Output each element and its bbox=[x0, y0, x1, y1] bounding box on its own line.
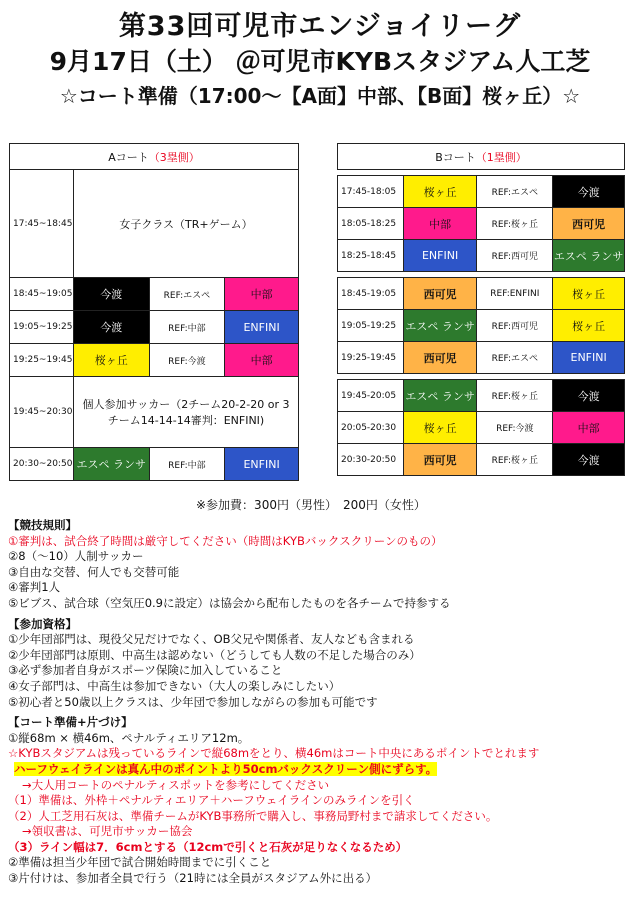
prep-item: →領収書は、可児市サッカー協会 bbox=[22, 824, 193, 839]
referee-cell: REF:中部 bbox=[149, 448, 225, 481]
court-b-header bbox=[338, 144, 625, 170]
referee-cell: REF:今渡 bbox=[477, 412, 553, 444]
court-b-row bbox=[338, 278, 625, 310]
team-cell: 西可児 bbox=[553, 208, 625, 240]
court-a-table bbox=[9, 143, 299, 481]
team-cell: 中部 bbox=[225, 278, 299, 311]
team-cell: ENFINI bbox=[553, 342, 625, 374]
team-cell: エスペ ランサ bbox=[553, 240, 625, 272]
time-cell: 19:45-20:05 bbox=[338, 380, 404, 412]
referee-cell: REF:桜ヶ丘 bbox=[477, 444, 553, 476]
court-a-row bbox=[10, 170, 299, 278]
date-venue: 9月17日（土） ＠可児市KYBスタジアム人工芝 bbox=[49, 47, 591, 76]
team-cell: ENFINI bbox=[225, 311, 299, 344]
participation-fee: ※参加費：300円（男性） 200円（女性） bbox=[196, 498, 426, 512]
prep-heading: 【コート準備+片づけ】 bbox=[8, 715, 133, 730]
referee-cell: REF:西可児 bbox=[477, 240, 553, 272]
rule-item: ②8（～10）人制サッカー bbox=[8, 549, 144, 564]
court-b-title: Bコート bbox=[435, 150, 476, 164]
team-cell: 中部 bbox=[403, 208, 477, 240]
referee-cell: REF:ENFINI bbox=[477, 278, 553, 310]
team-cell: 今渡 bbox=[73, 278, 149, 311]
court-a-row bbox=[10, 278, 299, 311]
eligibility-item: ③必ず参加者自身がスポーツ保険に加入していること bbox=[8, 663, 283, 678]
referee-cell: REF:西可児 bbox=[477, 310, 553, 342]
time-cell: 19:05-19:25 bbox=[338, 310, 404, 342]
court-prep-note: ☆コート準備（17:00～【A面】中部、【B面】桜ヶ丘）☆ bbox=[59, 84, 581, 108]
court-b-table bbox=[337, 143, 625, 476]
team-cell: 今渡 bbox=[553, 176, 625, 208]
time-cell: 18:25-18:45 bbox=[338, 240, 404, 272]
team-cell: 桜ヶ丘 bbox=[403, 412, 477, 444]
time-cell: 19:05~19:25 bbox=[10, 311, 74, 344]
court-b-row bbox=[338, 342, 625, 374]
prep-item: ②準備は担当少年団で試合開始時間までに引くこと bbox=[8, 855, 272, 870]
court-b-row bbox=[338, 208, 625, 240]
time-cell: 18:45~19:05 bbox=[10, 278, 74, 311]
team-cell: 桜ヶ丘 bbox=[553, 278, 625, 310]
referee-cell: REF:エスペ bbox=[477, 342, 553, 374]
rule-item: ③自由な交替、何人でも交替可能 bbox=[8, 564, 180, 579]
prep-item: ☆KYBスタジアムは残っているラインで縦68mをとり、横46mはコート中央にあるポイントでとれます bbox=[8, 746, 540, 761]
prep-item: （1）準備は、外枠＋ペナルティエリア＋ハーフウェイラインのみラインを引く bbox=[8, 793, 415, 808]
team-cell: ENFINI bbox=[225, 448, 299, 481]
team-cell: エスペ ランサ bbox=[403, 310, 477, 342]
referee-cell: REF:今渡 bbox=[149, 344, 225, 377]
page-title: 第33回可児市エンジョイリーグ bbox=[118, 11, 522, 42]
prep-item bbox=[8, 762, 636, 778]
special-event-cell: 個人参加サッカー（2チーム20-2-20 or 3チーム14-14-14審判：ENFINI) bbox=[73, 377, 298, 448]
court-b-row bbox=[338, 176, 625, 208]
team-cell: エスペ ランサ bbox=[73, 448, 149, 481]
prep-item: （2）人工芝用石灰は、準備チームがKYB事務所で購入し、事務局野村まで請求してください。 bbox=[8, 808, 498, 823]
team-cell: 西可児 bbox=[403, 342, 477, 374]
team-cell: 桜ヶ丘 bbox=[73, 344, 149, 377]
time-cell: 17:45~18:45 bbox=[10, 170, 74, 278]
time-cell: 20:05-20:30 bbox=[338, 412, 404, 444]
court-a-row bbox=[10, 344, 299, 377]
eligibility-item: ①少年団部門は、現役父兄だけでなく、OB父兄や関係者、友人なども含まれる bbox=[8, 632, 415, 647]
team-cell: ENFINI bbox=[403, 240, 477, 272]
team-cell: 桜ヶ丘 bbox=[403, 176, 477, 208]
court-b-row bbox=[338, 412, 625, 444]
team-cell: 中部 bbox=[553, 412, 625, 444]
time-cell: 19:25-19:45 bbox=[338, 342, 404, 374]
court-a-row bbox=[10, 377, 299, 448]
prep-item: →大人用コートのペナルティスポットを参考にしてください bbox=[22, 777, 330, 792]
prep-item: ①縦68m × 横46m、ペナルティエリア12m。 bbox=[8, 730, 250, 745]
prep-item: ③片付けは、参加者全員で行う（21時には全員がスタジアム外に出る） bbox=[8, 871, 378, 886]
team-cell: エスペ ランサ bbox=[403, 380, 477, 412]
eligibility-item: ④女子部門は、中高生は参加できない（大人の楽しみにしたい） bbox=[8, 678, 341, 693]
court-b-row bbox=[338, 310, 625, 342]
court-a-header-row bbox=[10, 144, 299, 170]
time-cell: 20:30~20:50 bbox=[10, 448, 74, 481]
court-b-row bbox=[338, 444, 625, 476]
referee-cell: REF:エスペ bbox=[149, 278, 225, 311]
team-cell: 中部 bbox=[225, 344, 299, 377]
rule-item: ①審判は、試合終了時間は厳守してください（時間はKYBバックスクリーンのもの） bbox=[8, 533, 443, 548]
time-cell: 19:25~19:45 bbox=[10, 344, 74, 377]
court-a-title: Aコート bbox=[108, 150, 149, 164]
team-cell: 西可児 bbox=[403, 278, 477, 310]
eligibility-item: ②少年団部門は原則、中高生は認めない（どうしても人数の不足した場合のみ） bbox=[8, 647, 421, 662]
team-cell: 今渡 bbox=[73, 311, 149, 344]
rules-section bbox=[8, 518, 636, 887]
court-a-header bbox=[10, 144, 299, 170]
team-cell: 桜ヶ丘 bbox=[553, 310, 625, 342]
referee-cell: REF:桜ヶ丘 bbox=[477, 380, 553, 412]
court-b-row bbox=[338, 240, 625, 272]
time-cell: 18:45-19:05 bbox=[338, 278, 404, 310]
team-cell: 今渡 bbox=[553, 444, 625, 476]
competition-heading: 【競技規則】 bbox=[8, 518, 77, 532]
court-b-side: （1塁側） bbox=[475, 150, 527, 164]
eligibility-heading: 【参加資格】 bbox=[8, 616, 77, 631]
court-a-row bbox=[10, 448, 299, 481]
court-b-row bbox=[338, 380, 625, 412]
team-cell: 西可児 bbox=[403, 444, 477, 476]
time-cell: 20:30-20:50 bbox=[338, 444, 404, 476]
rule-item: ⑤ビブス、試合球（空気圧0.9に設定）は協会から配布したものを各チームで持参する bbox=[8, 595, 451, 610]
rule-item: ④審判1人 bbox=[8, 580, 61, 595]
time-cell: 17:45-18:05 bbox=[338, 176, 404, 208]
prep-item: （3）ライン幅は7．6cmとする（12cmで引くと石灰が足りなくなるため） bbox=[8, 839, 408, 854]
team-cell: 今渡 bbox=[553, 380, 625, 412]
eligibility-item: ⑤初心者と50歳以上クラスは、少年団で参加しながらの参加も可能です bbox=[8, 694, 378, 709]
time-cell: 18:05-18:25 bbox=[338, 208, 404, 240]
referee-cell: REF:中部 bbox=[149, 311, 225, 344]
court-a-row bbox=[10, 311, 299, 344]
referee-cell: REF:エスペ bbox=[477, 176, 553, 208]
referee-cell: REF:桜ヶ丘 bbox=[477, 208, 553, 240]
court-a-side: （3塁側） bbox=[148, 150, 200, 164]
highlighted-note: ハーフウェイラインは真ん中のポイントより50cmバックスクリーン側にずらす。 bbox=[14, 761, 438, 776]
time-cell: 19:45~20:30 bbox=[10, 377, 74, 448]
court-b-header-row bbox=[338, 144, 625, 170]
special-event-cell: 女子クラス（TR+ゲーム） bbox=[73, 170, 298, 278]
